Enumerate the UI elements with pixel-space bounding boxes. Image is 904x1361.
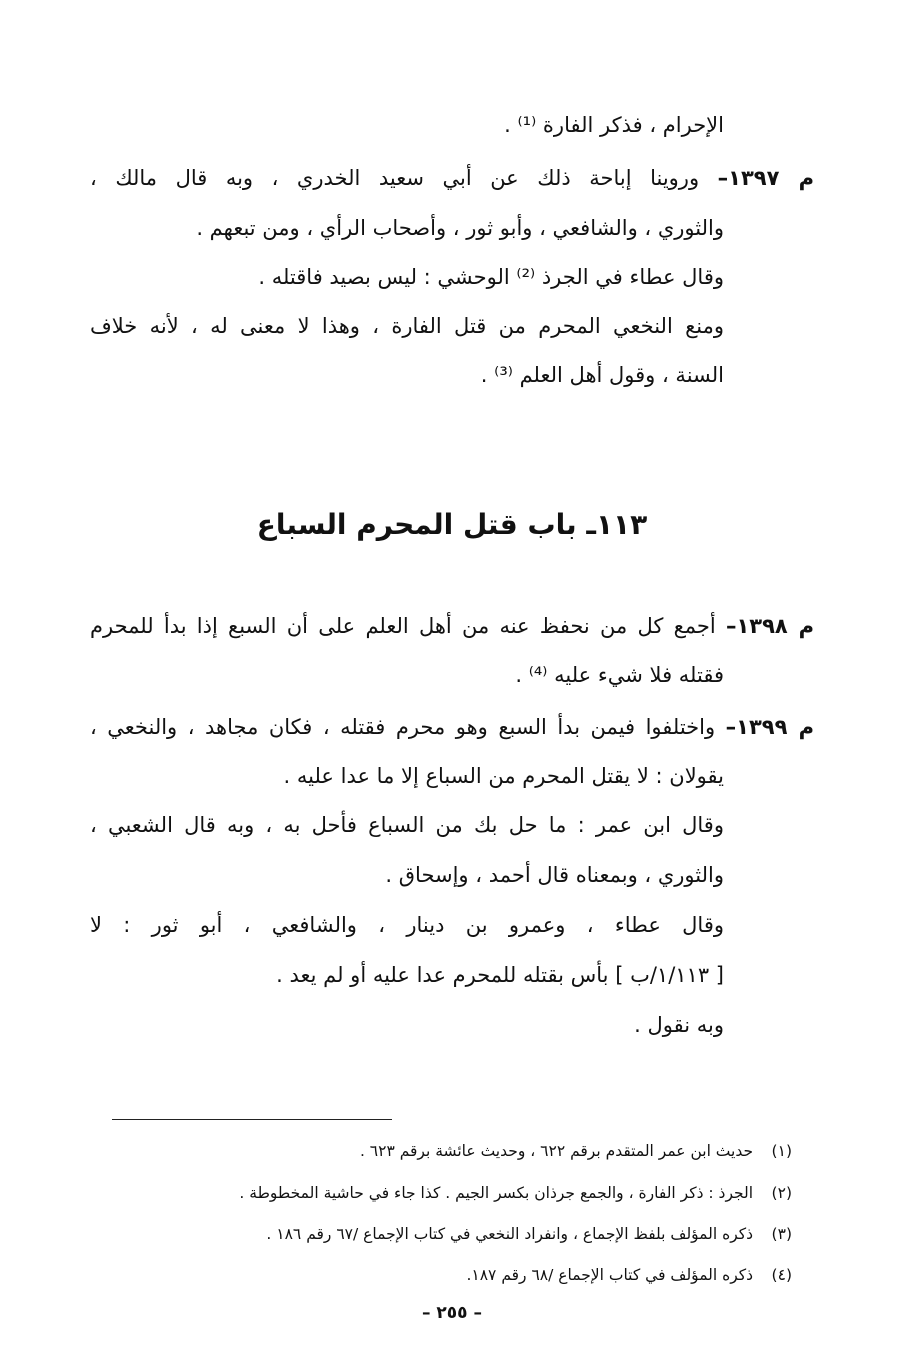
footnote-text: ذكره المؤلف بلفظ الإجماع ، وانفراد النخعي في كتاب الإجماع /٦٧ رقم ١٨٦ . [266,1225,754,1243]
text-line: وقال عطاء في الجرذ ⁽²⁾ الوحشي : ليس بصيد فاقتله . [258,265,724,289]
paragraph-1398-line-1 [90,611,814,641]
paragraph-number: م ١٣٩٩– [725,715,815,739]
text-line: والثوري ، وبمعناه قال أحمد ، وإسحاق . [385,863,724,887]
footnote-text: حديث ابن عمر المتقدم برقم ٦٢٢ ، وحديث عائشة برقم ٦٢٣ . [359,1142,754,1160]
paragraph-number: م ١٣٩٧– [717,166,814,190]
footnote-text: ذكره المؤلف في كتاب الإجماع /٦٨ رقم ١٨٧. [466,1266,754,1284]
paragraph-number: م ١٣٩٨– [725,614,814,638]
footnote-number: (٤) [771,1266,792,1284]
page-number: – ٢٥٥ – [422,1303,482,1323]
footnote-1 [120,1140,792,1162]
chapter-heading: ١١٣ـ باب قتل المحرم السباع [256,508,648,541]
text-span: واختلفوا فيمن بدأ السبع وهو محرم فقتله ، فكان مجاهد ، والنخعي ، [90,715,716,739]
footnote-2 [120,1182,792,1204]
text-line: الإحرام ، فذكر الفارة ⁽¹⁾ . [504,113,724,137]
footnote-number: (٣) [771,1225,792,1243]
text-line: يقولان : لا يقتل المحرم من السباع إلا ما عدا عليه . [283,764,724,788]
footnote-text: الجرذ : ذكر الفارة ، والجمع جرذان بكسر الجيم . كذا جاء في حاشية المخطوطة . [239,1184,754,1202]
text-span: وروينا إباحة ذلك عن أبي سعيد الخدري ، وبه قال مالك ، [90,166,700,190]
paragraph-1397-line-1 [90,163,814,193]
paragraph-1399-line-1 [90,712,814,742]
text-line: والثوري ، والشافعي ، وأبو ثور ، وأصحاب الرأي ، ومن تبعهم . [196,216,724,240]
text-line: ومنع النخعي المحرم من قتل الفارة ، وهذا لا معنى له ، لأنه خلاف [90,314,724,338]
footnote-number: (٢) [771,1184,792,1202]
text-line: السنة ، وقول أهل العلم ⁽³⁾ . [480,363,724,387]
footnote-number: (١) [771,1142,792,1160]
footnote-4 [120,1264,792,1286]
text-span: أجمع كل من نحفظ عنه من أهل العلم على أن السبع إذا بدأ للمحرم [90,614,716,638]
text-line: وقال ابن عمر : ما حل بك من السباع فأحل به ، وبه قال الشعبي ، [90,813,724,837]
footnote-separator [112,1119,392,1120]
text-line: فقتله فلا شيء عليه ⁽⁴⁾ . [515,663,724,687]
footnote-3 [120,1223,792,1245]
text-line: [ ١/١١٣/ب ] بأس بقتله للمحرم عدا عليه أو لم يعد . [276,963,724,987]
text-line: وبه نقول . [634,1013,724,1037]
text-line: وقال عطاء ، وعمرو بن دينار ، والشافعي ، أبو ثور : لا [90,913,724,937]
